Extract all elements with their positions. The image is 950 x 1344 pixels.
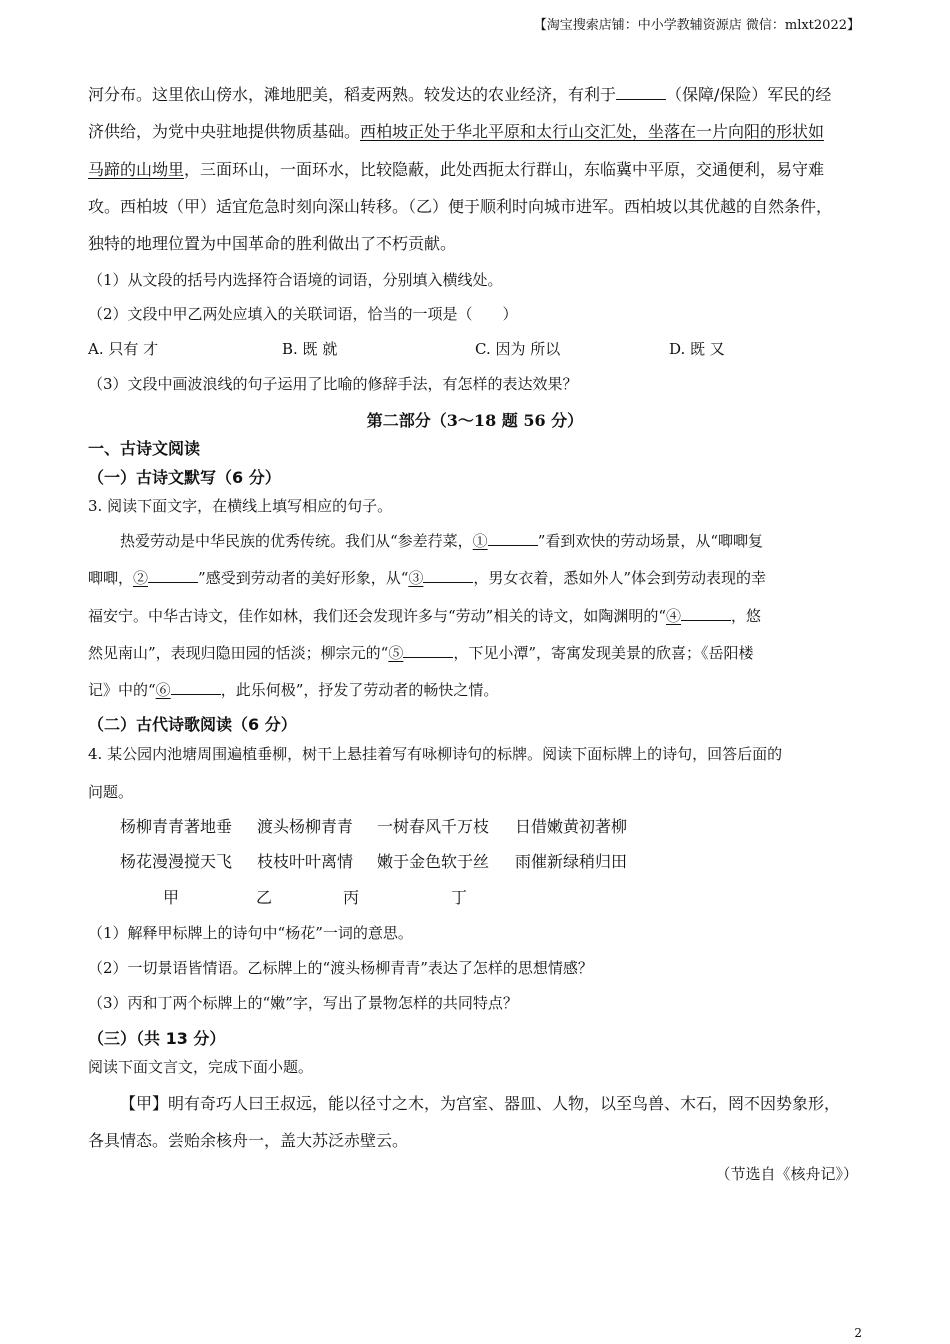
passage-text: 济供给，为党中央驻地提供物质基础。 <box>88 122 361 141</box>
passage-text: （保障/保险）军民的经 <box>666 85 832 104</box>
q3-text: 热爱劳动是中华民族的优秀传统。我们从“参差荇菜， <box>120 532 473 550</box>
wavy-underlined-sentence: 马蹄的山坳里 <box>88 160 185 179</box>
fill-blank <box>616 85 666 100</box>
sign-jia-line-2: 杨花漫漫搅天飞 <box>120 852 233 871</box>
page-header-banner: 【淘宝搜索店铺：中小学教辅资源店 微信：mlxt2022】 <box>533 18 860 33</box>
q3-text: 福安宁。中华古诗文，佳作如林，我们还会发现许多与“劳动”相关的诗文，如陶渊明的“ <box>88 607 667 625</box>
q3-line-3 <box>88 605 761 626</box>
sign-label-bing: 丙 <box>343 888 360 907</box>
subsection-3-title: （三）（共 13 分） <box>88 1029 226 1048</box>
question-2-2: （2）文段中甲乙两处应填入的关联词语，恰当的一项是（ ） <box>88 305 518 323</box>
blank-marker-3: ③ <box>408 569 424 587</box>
fill-blank <box>488 531 538 546</box>
question-4-3: （3）丙和丁两个标牌上的“嫩”字，写出了景物怎样的共同特点？ <box>88 994 518 1012</box>
sign-bing-line-1: 一树春风千万枝 <box>377 817 490 836</box>
fill-blank <box>423 568 473 583</box>
question-3-stem: 3. 阅读下面文字，在横线上填写相应的句子。 <box>88 497 393 515</box>
q3-line-1 <box>120 530 763 551</box>
fill-blank <box>681 606 731 621</box>
fill-blank <box>403 643 453 658</box>
wavy-underlined-sentence: 西柏坡正处于华北平原和太行山交汇处，坐落在一片向阳的形状如 <box>360 122 825 141</box>
sign-ding-line-2: 雨催新绿稍归田 <box>515 852 628 871</box>
q3-text: ，男女衣着，悉如外人”体会到劳动表现的幸 <box>473 569 767 587</box>
question-5-intro: 阅读下面文言文，完成下面小题。 <box>88 1058 314 1076</box>
q3-line-2 <box>88 567 766 588</box>
passage-line-5: 独特的地理位置为中国革命的胜利做出了不朽贡献。 <box>88 234 457 253</box>
q3-text: ，悠 <box>731 607 762 625</box>
sign-label-jia: 甲 <box>163 888 180 907</box>
passage-text: ，三面环山，一面环水，比较隐蔽，此处西扼太行群山，东临冀中平原，交通便利，易守难 <box>184 160 825 179</box>
option-b: B. 既 就 <box>282 340 338 358</box>
blank-marker-5: ⑤ <box>388 644 404 662</box>
sign-ding-line-1: 日借嫩黄初著柳 <box>515 817 628 836</box>
blank-marker-4: ④ <box>666 607 682 625</box>
sign-label-ding: 丁 <box>451 888 468 907</box>
subsection-1-title: （一）古诗文默写（6 分） <box>88 468 281 487</box>
q3-text: 然见南山”，表现归隐田园的恬淡；柳宗元的“ <box>88 644 389 662</box>
q3-line-4 <box>88 642 754 663</box>
part-two-title: 第二部分（3～18 题 56 分） <box>366 411 584 430</box>
passage-line-2 <box>88 119 824 142</box>
option-a: A. 只有 才 <box>88 340 159 358</box>
q3-text: 记》中的“ <box>88 681 156 699</box>
passage-line-3 <box>88 157 824 180</box>
fill-blank <box>171 680 221 695</box>
sign-bing-line-2: 嫩于金色软于丝 <box>377 852 490 871</box>
question-2-3: （3）文段中画波浪线的句子运用了比喻的修辞手法，有怎样的表达效果？ <box>88 375 578 393</box>
passage-tag: 【甲】 <box>120 1094 169 1113</box>
question-4-2: （2）一切景语皆情语。乙标牌上的“渡头杨柳青青”表达了怎样的思想情感？ <box>88 959 593 977</box>
classical-text-line-1 <box>120 1091 840 1114</box>
page-number: 2 <box>854 1326 862 1340</box>
section-one-title: 一、古诗文阅读 <box>88 439 201 458</box>
classical-text-line-2: 各具情态。尝贻余核舟一，盖大苏泛赤壁云。 <box>88 1131 409 1150</box>
passage-text: 河分布。这里依山傍水，滩地肥美，稻麦两熟。较发达的农业经济，有利于 <box>88 85 617 104</box>
q3-line-5 <box>88 679 498 700</box>
question-4-stem-2: 问题。 <box>88 783 134 801</box>
blank-marker-6: ⑥ <box>155 681 171 699</box>
question-4-1: （1）解释甲标牌上的诗句中“杨花”一词的意思。 <box>88 924 413 942</box>
q3-text: ，下见小潭”，寄寓发现美景的欣喜；《岳阳楼 <box>453 644 754 662</box>
sign-yi-line-1: 渡头杨柳青青 <box>257 817 354 836</box>
subsection-2-title: （二）古代诗歌阅读（6 分） <box>88 715 297 734</box>
sign-yi-line-2: 枝枝叶叶离情 <box>257 852 354 871</box>
q3-text: 唧唧， <box>88 569 134 587</box>
q3-text: ”感受到劳动者的美好形象，从“ <box>198 569 409 587</box>
question-4-stem-1: 4. 某公园内池塘周围遍植垂柳，树干上悬挂着写有咏柳诗句的标牌。阅读下面标牌上的诗句，回答后面的 <box>88 745 783 763</box>
fill-blank <box>148 568 198 583</box>
option-c: C. 因为 所以 <box>475 340 561 358</box>
passage-line-1 <box>88 82 831 105</box>
q3-text: ”看到欢快的劳动场景，从“唧唧复 <box>537 532 764 550</box>
q3-text: ，此乐何极”，抒发了劳动者的畅快之情。 <box>220 681 499 699</box>
passage-line-4: 攻。西柏坡（甲）适宜危急时刻向深山转移。（乙）便于顺利时向城市进军。西柏坡以其优越的自然条件， <box>88 197 833 216</box>
classical-text: 明有奇巧人曰王叔远，能以径寸之木，为宫室、器皿、人物，以至鸟兽、木石，罔不因势象形， <box>168 1094 841 1113</box>
sign-jia-line-1: 杨柳青青著地垂 <box>120 817 233 836</box>
source-citation: （节选自《核舟记》） <box>715 1165 858 1183</box>
blank-marker-2: ② <box>133 569 149 587</box>
option-d: D. 既 又 <box>669 340 725 358</box>
sign-label-yi: 乙 <box>256 888 273 907</box>
question-2-1: （1）从文段的括号内选择符合语境的词语，分别填入横线处。 <box>88 271 503 289</box>
blank-marker-1: ① <box>472 532 488 550</box>
